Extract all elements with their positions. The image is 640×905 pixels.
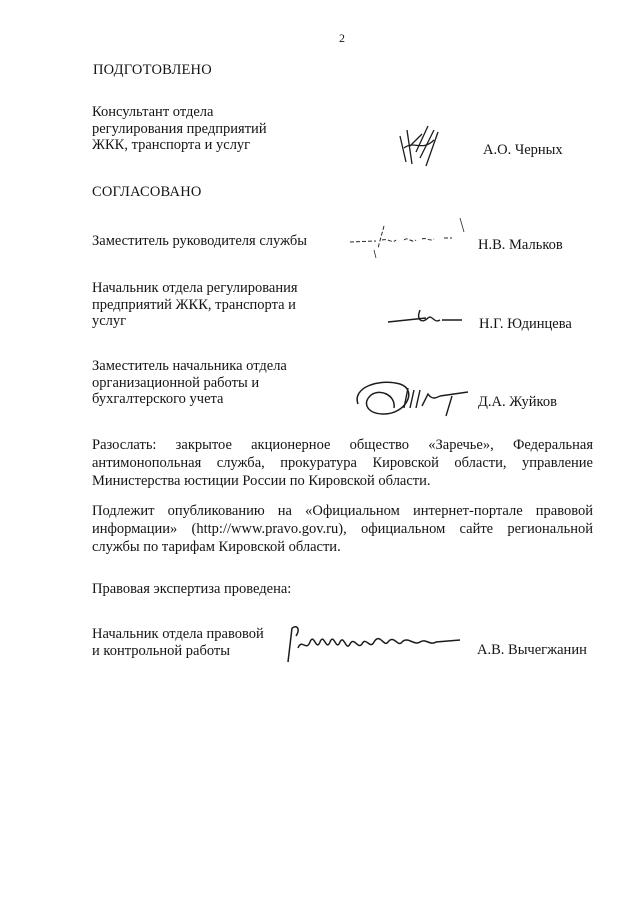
position-line: предприятий ЖКК, транспорта и <box>92 296 296 313</box>
prepared-name: А.О. Черных <box>483 142 563 158</box>
signature-vychegzhanin <box>284 618 464 666</box>
position-line: ЖКК, транспорта и услуг <box>92 137 251 153</box>
signer-name-yudintseva: Н.Г. Юдинцева <box>479 316 572 332</box>
distribution-paragraph <box>92 436 593 490</box>
signer-name-zhuykov: Д.А. Жуйков <box>478 394 557 410</box>
signature-chernykh <box>394 122 444 174</box>
position-line: организационной работы и <box>92 374 260 391</box>
agreed-heading: СОГЛАСОВАНО <box>92 184 202 200</box>
signer-position-zhuykov <box>92 358 287 408</box>
position-line: Заместитель руководителя службы <box>92 233 308 249</box>
publication-line: службы по тарифам Кировской области. <box>92 539 341 555</box>
publication-paragraph <box>92 502 593 556</box>
position-line: Начальник отдела правовой <box>92 626 264 642</box>
legal-review-name: А.В. Вычегжанин <box>477 642 587 658</box>
position-line: бухгалтерского учета <box>92 391 224 407</box>
signature-yudintseva <box>386 302 466 332</box>
position-line: и контрольной работы <box>92 642 230 659</box>
signer-name-malkov: Н.В. Мальков <box>478 237 563 253</box>
legal-review-statement: Правовая экспертиза проведена: <box>92 581 292 597</box>
signature-zhuykov <box>348 374 478 424</box>
position-line: Начальник отдела регулирования <box>92 280 298 296</box>
prepared-heading: ПОДГОТОВЛЕНО <box>93 62 212 78</box>
position-line: Заместитель начальника отдела <box>92 358 287 374</box>
prepared-position <box>92 104 267 154</box>
position-line: услуг <box>92 313 127 329</box>
position-line: регулирования предприятий <box>92 120 267 137</box>
distribution-line: антимонопольная служба, прокуратура Кировской области, управление <box>92 455 593 471</box>
signer-position-malkov <box>92 233 307 250</box>
signature-malkov <box>348 214 478 262</box>
distribution-line: Разослать: закрытое акционерное общество «Заречье», Федеральная <box>92 437 593 453</box>
position-line: Консультант отдела <box>92 104 214 120</box>
publication-line: информации» (http://www.pravo.gov.ru), официальном сайте региональной <box>92 521 593 537</box>
distribution-line: Министерства юстиции России по Кировской области. <box>92 473 431 489</box>
page-number: 2 <box>339 31 345 45</box>
publication-line: Подлежит опубликованию на «Официальном интернет-портале правовой <box>92 503 593 519</box>
signer-position-yudintseva <box>92 280 298 330</box>
legal-review-position <box>92 626 264 659</box>
